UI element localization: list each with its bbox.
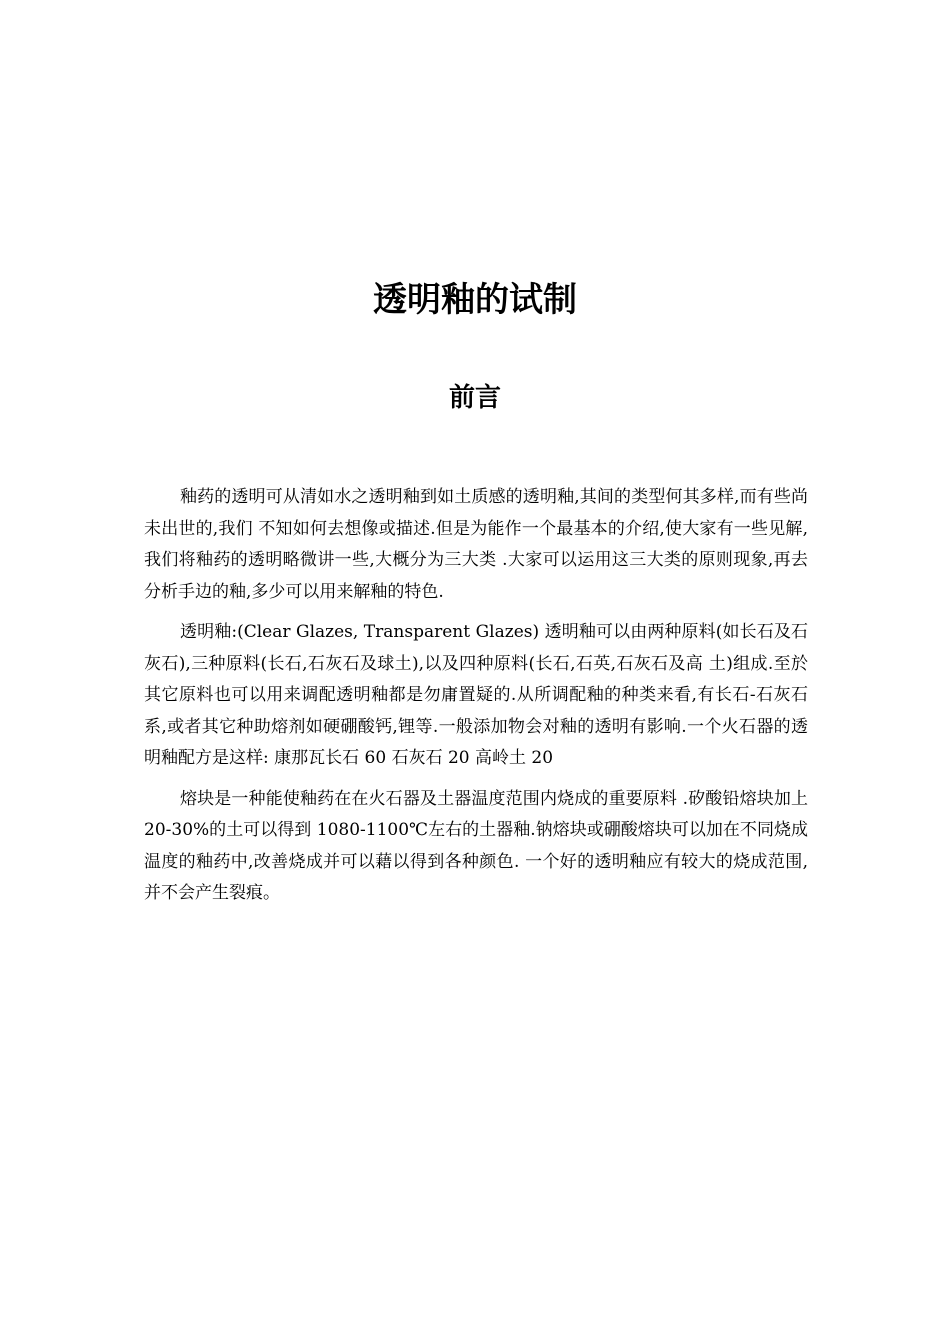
paragraph-frit: 熔块是一种能使釉药在在火石器及土器温度范围内烧成的重要原料 .矽酸铅熔块加上 20-30%的土可以得到 1080-1100℃左右的土器釉.钠熔块或硼酸熔块可以加在不同烧成温度的釉药中,改善烧成并可以藉以得到各种颜色. 一个好的透明釉应有较大的烧成范围,并不会产生裂痕。	[144, 788, 808, 903]
section-heading: 前言	[448, 383, 501, 413]
body-text	[144, 482, 808, 919]
page-title: 透明釉的试制	[373, 280, 577, 320]
paragraph-intro: 釉药的透明可从清如水之透明釉到如土质感的透明釉,其间的类型何其多样,而有些尚未出世的,我们 不知如何去想像或描述.但是为能作一个最基本的介绍,使大家有一些见解,我们将釉药的透明略微讲一些,大概分为三大类 .大家可以运用这三大类的原则现象,再去分析手边的釉,多少可以用来解釉的特色.	[144, 487, 808, 602]
paragraph-clear-glazes: 透明釉:(Clear Glazes, Transparent Glazes) 透明釉可以由两种原料(如长石及石灰石),三种原料(长石,石灰石及球土),以及四种原料(长石,石英,石灰石及高 土)组成.至於其它原料也可以用来调配透明釉都是勿庸置疑的.从所调配釉的种类来看,有长石-石灰石系,或者其它种助熔剂如硬硼酸钙,锂等.一般添加物会对釉的透明有影响.一个火石器的透明釉配方是这样: 康那瓦长石 60 石灰石 20 高岭土 20	[144, 622, 808, 768]
